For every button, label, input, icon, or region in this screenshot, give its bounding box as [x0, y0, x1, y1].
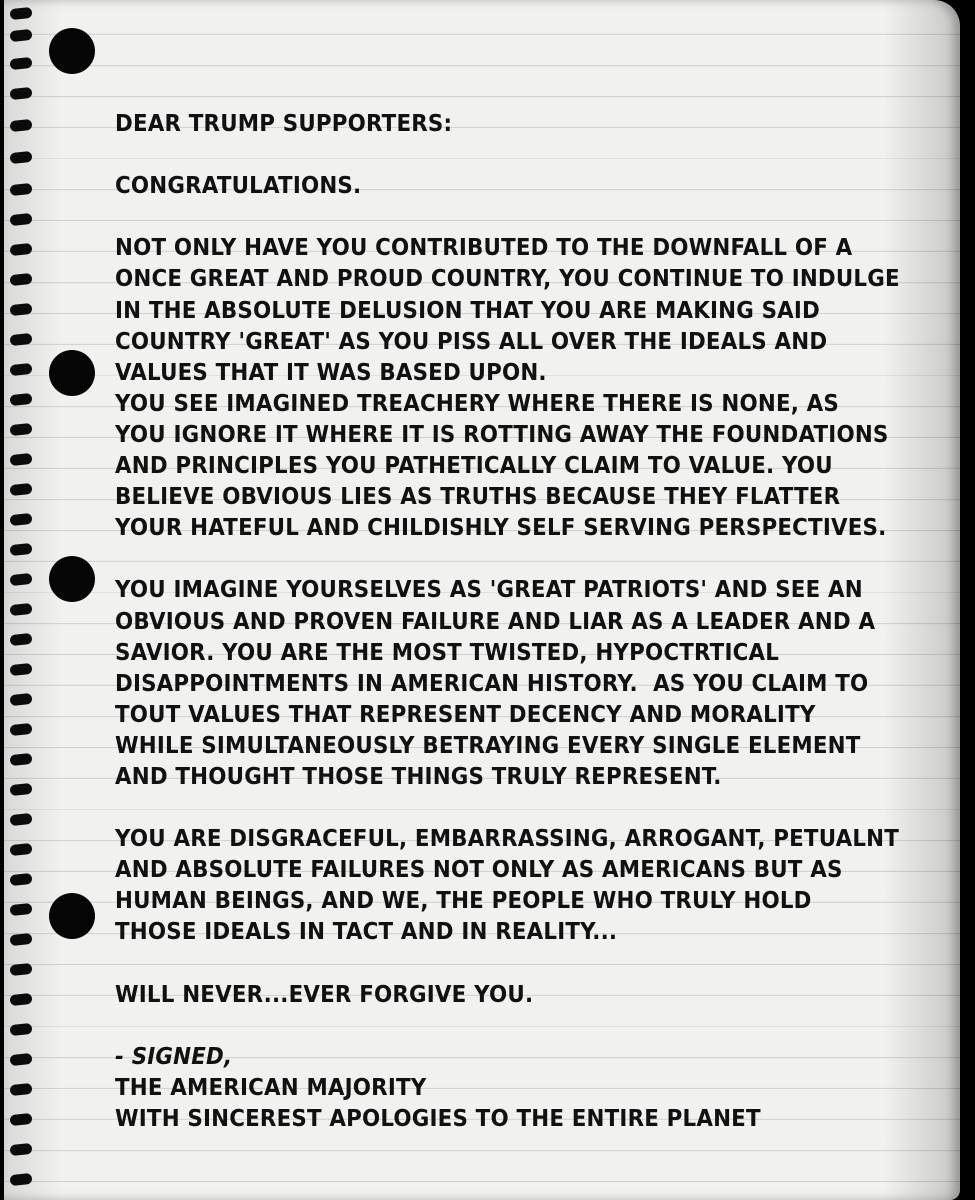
signature-line: THE AMERICAN MAJORITY — [115, 1074, 427, 1101]
paragraph-1-line: VALUES THAT IT WAS BASED UPON. — [115, 359, 547, 386]
salutation: DEAR TRUMP SUPPORTERS: — [115, 111, 453, 137]
punch-hole — [49, 350, 95, 396]
signed-label: - SIGNED, — [115, 1043, 233, 1070]
signature-line: WITH SINCEREST APOLOGIES TO THE ENTIRE PLANET — [115, 1106, 761, 1132]
punch-hole — [49, 893, 95, 939]
closing-line: WILL NEVER...EVER FORGIVE YOU. — [115, 981, 534, 1008]
opening-line: CONGRATULATIONS. — [115, 173, 362, 200]
paragraph-2-line: YOU IMAGINE YOURSELVES AS 'GREAT PATRIOTS' AND SEE AN — [115, 577, 863, 604]
paragraph-1-line: YOUR HATEFUL AND CHILDISHLY SELF SERVING PERSPECTIVES. — [115, 515, 887, 542]
paragraph-3-line: YOU ARE DISGRACEFUL, EMBARRASSING, ARROGANT, PETUALNT — [115, 826, 900, 853]
paragraph-3-line: HUMAN BEINGS, AND WE, THE PEOPLE WHO TRULY HOLD — [115, 888, 812, 915]
paragraph-1-line: YOU SEE IMAGINED TREACHERY WHERE THERE IS NONE, AS — [115, 390, 840, 417]
paragraph-2-line: OBVIOUS AND PROVEN FAILURE AND LIAR AS A LEADER AND A — [115, 608, 876, 635]
punch-hole — [49, 28, 95, 74]
paragraph-3-line: THOSE IDEALS IN TACT AND IN REALITY... — [115, 919, 618, 946]
paragraph-1-line: YOU IGNORE IT WHERE IT IS ROTTING AWAY THE FOUNDATIONS — [115, 421, 889, 448]
paragraph-1-line: COUNTRY 'GREAT' AS YOU PISS ALL OVER THE IDEALS AND — [115, 328, 828, 355]
punch-hole — [49, 556, 95, 602]
paragraph-1-line: AND PRINCIPLES YOU PATHETICALLY CLAIM TO VALUE. YOU — [115, 453, 833, 480]
paragraph-3-line: AND ABSOLUTE FAILURES NOT ONLY AS AMERICANS BUT AS — [115, 857, 843, 884]
handwritten-letter — [115, 109, 900, 1135]
spiral-binding — [0, 0, 40, 1200]
paragraph-1-line: ONCE GREAT AND PROUD COUNTRY, YOU CONTINUE TO INDULGE — [115, 266, 900, 293]
paragraph-1-line: IN THE ABSOLUTE DELUSION THAT YOU ARE MAKING SAID — [115, 297, 820, 324]
paragraph-1-line: BELIEVE OBVIOUS LIES AS TRUTHS BECAUSE THEY FLATTER — [115, 484, 841, 511]
paragraph-2-line: DISAPPOINTMENTS IN AMERICAN HISTORY. AS YOU CLAIM TO — [115, 670, 869, 697]
paragraph-2-line: AND THOUGHT THOSE THINGS TRULY REPRESENT. — [115, 763, 722, 790]
paragraph-2-line: SAVIOR. YOU ARE THE MOST TWISTED, HYPOCTRTICAL — [115, 639, 780, 666]
paragraph-2-line: TOUT VALUES THAT REPRESENT DECENCY AND MORALITY — [115, 701, 816, 728]
paragraph-1-line: NOT ONLY HAVE YOU CONTRIBUTED TO THE DOWNFALL OF A — [115, 235, 853, 262]
paragraph-2-line: WHILE SIMULTANEOUSLY BETRAYING EVERY SINGLE ELEMENT — [115, 732, 861, 759]
